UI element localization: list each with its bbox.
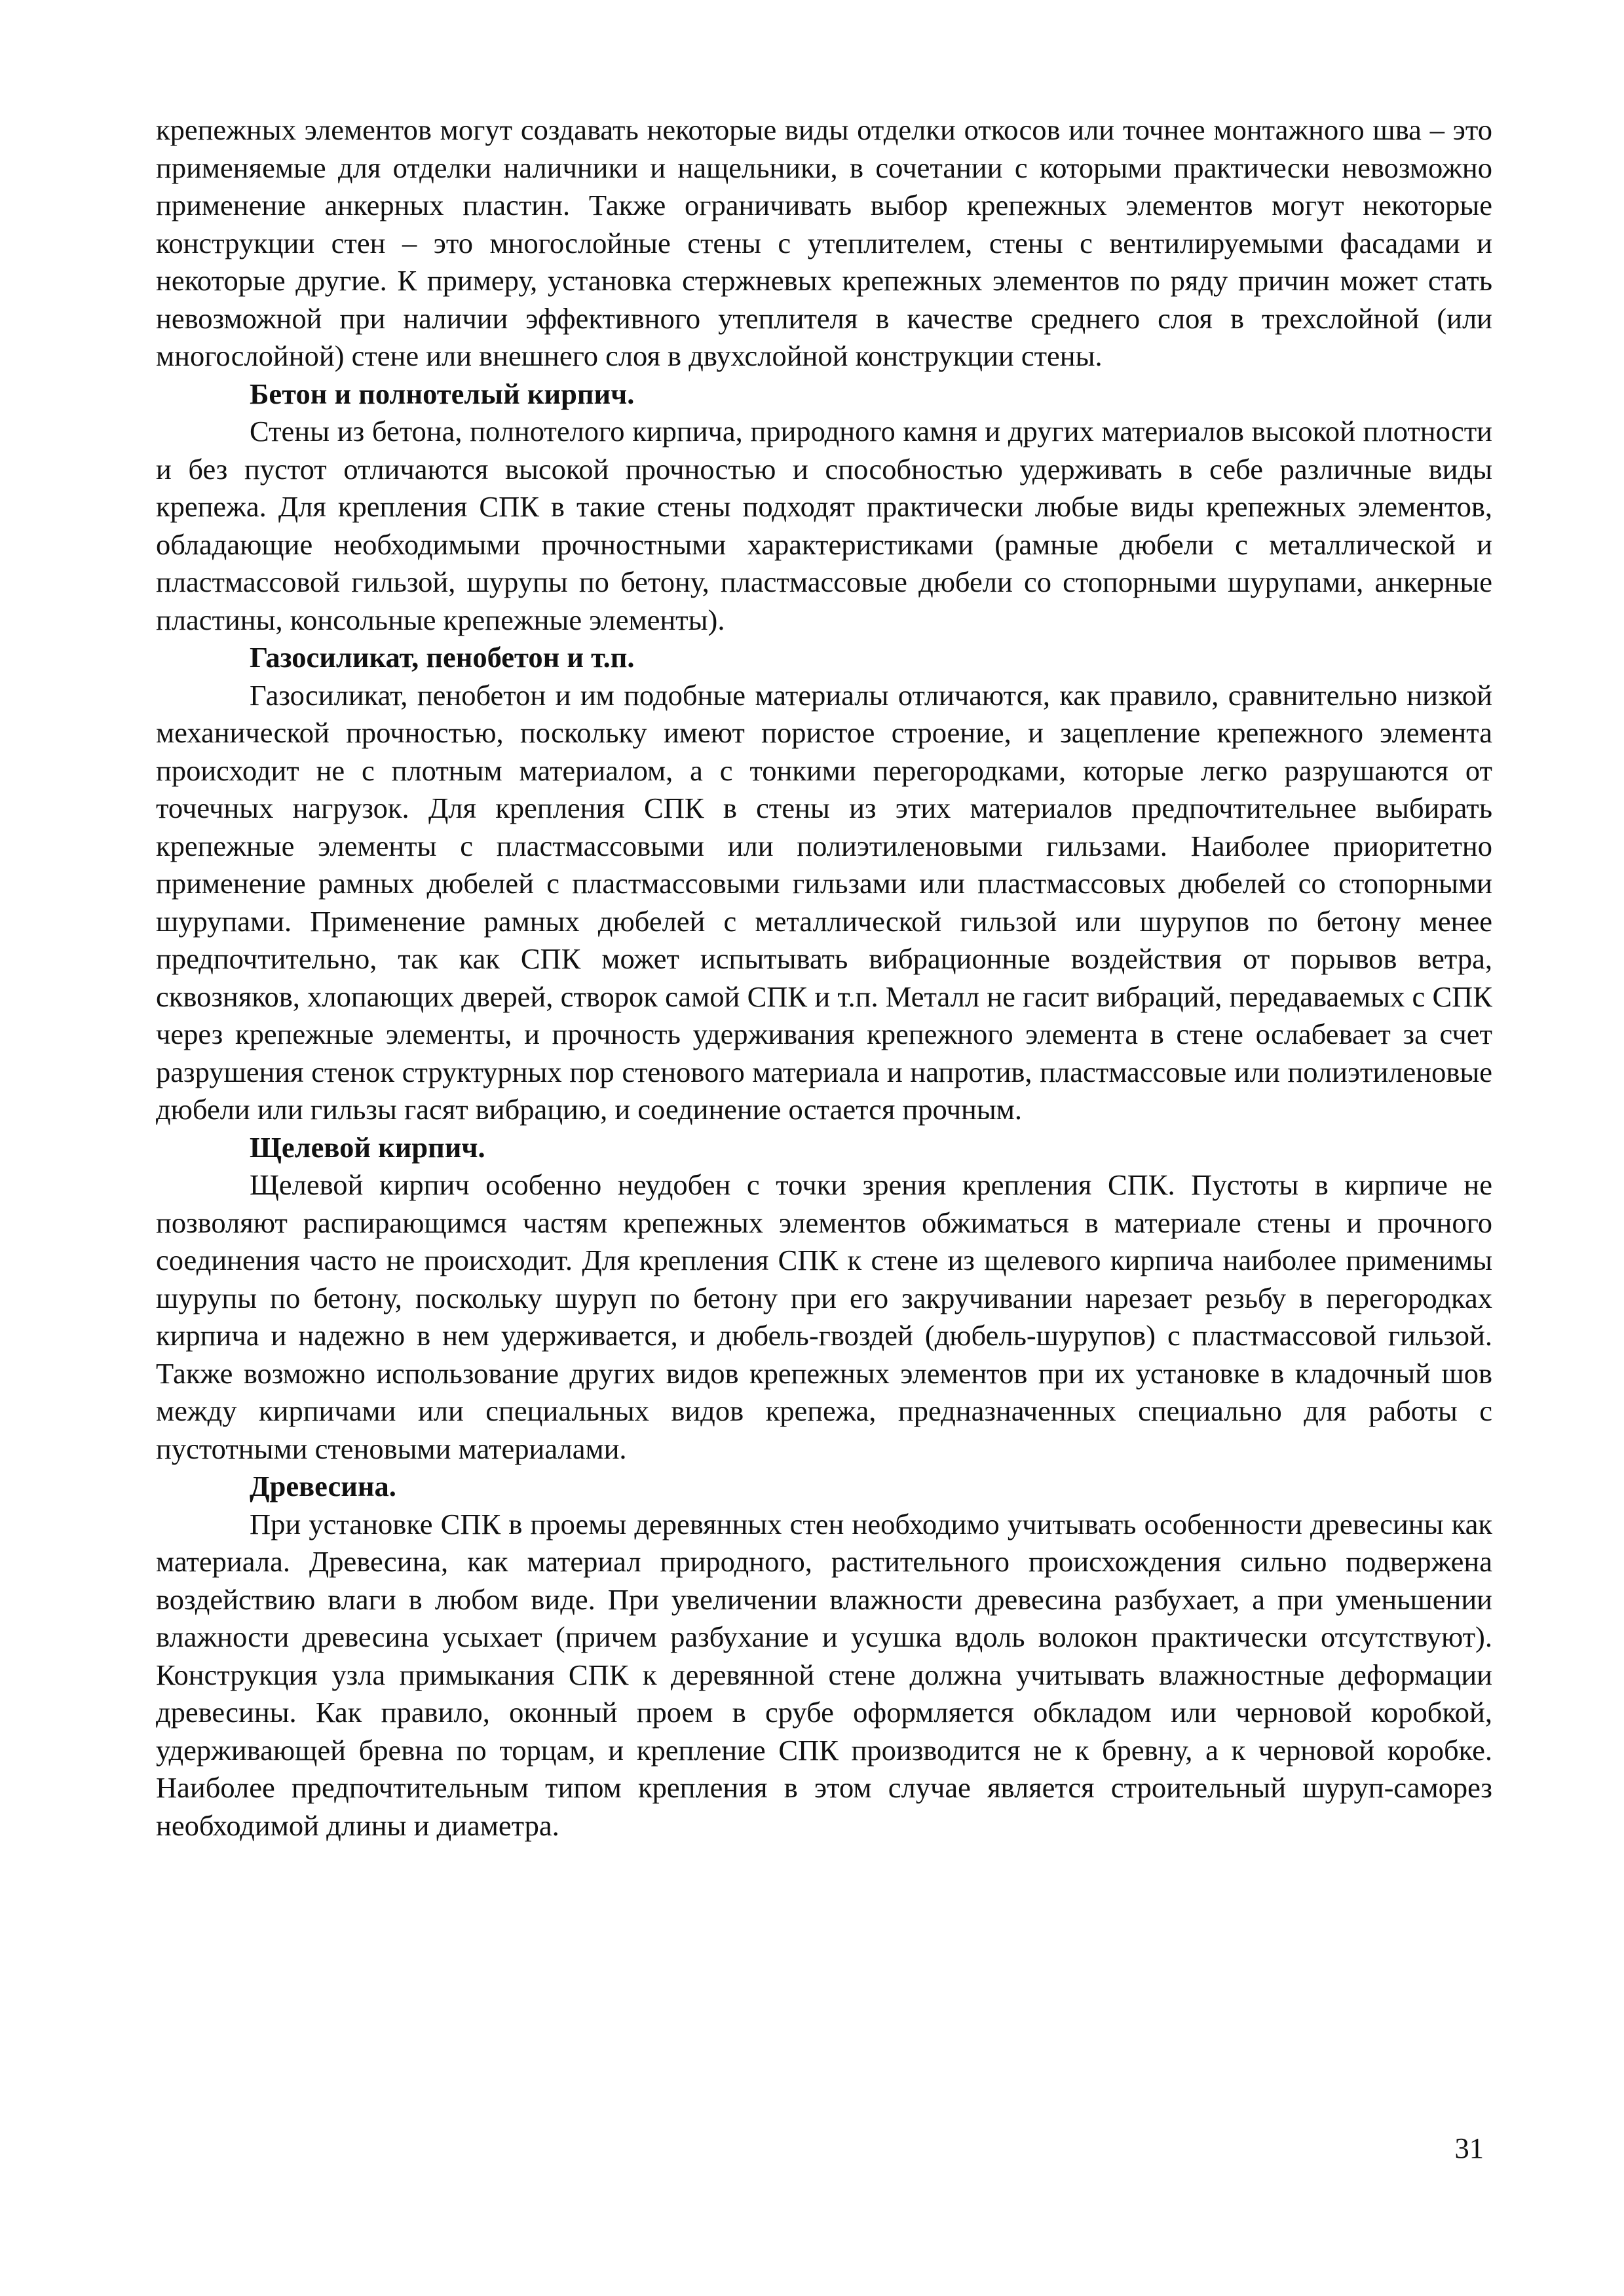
section-text-slotted-brick: Щелевой кирпич особенно неудобен с точки зрения крепления СПК. Пустоты в кирпиче не позволяют распирающимся частям крепежных элементов обжиматься в материале стены и прочного соединения часто не происходит. Для крепления СПК к стене из щелевого кирпича наиболее применимы шурупы по бетону, поскольку шуруп по бетону при его закручивании нарезает резьбу в перегородках кирпича и надежно в нем удерживается, и дюбель-гвоздей (дюбель-шурупов) с пластмассовой гильзой. Также возможно использование других видов крепежных элементов при их установке в кладочный шов между кирпичами или специальных видов крепежа, предназначенных специально для работы с пустотными стеновыми материалами. [156,1168,1492,1465]
section-text-wood: При установке СПК в проемы деревянных стен необходимо учитывать особенности древесины как материала. Древесина, как материал природного, растительного происхождения сильно подвержена воздействию влаги в любом виде. При увеличении влажности древесина разбухает, а при уменьшении влажности древесина усыхает (причем разбухание и усушка вдоль волокон практически отсутствуют). Конструкция узла примыкания СПК к деревянной стене должна учитывать влажностные деформации древесины. Как правило, оконный проем в срубе оформляется обкладом или черновой коробкой, удерживающей бревна по торцам, и крепление СПК производится не к бревну, а к черновой коробке. Наиболее предпочтительным типом крепления в этом случае является строительный шуруп-саморез необходимой длины и диаметра. [156,1507,1492,1842]
section-text-aerated-concrete: Газосиликат, пенобетон и им подобные материалы отличаются, как правило, сравнительно низкой механической прочностью, поскольку имеют пористое строение, и зацепление крепежного элемента происходит не с плотным материалом, а с тонкими перегородками, которые легко разрушаются от точечных нагрузок. Для крепления СПК в стены из этих материалов предпочтительнее выбирать крепежные элементы с пластмассовыми или полиэтиленовыми гильзами. Наиболее приоритетно применение рамных дюбелей с пластмассовыми гильзами или пластмассовых дюбелей со стопорными шурупами. Применение рамных дюбелей с металлической гильзой или шурупов по бетону менее предпочтительно, так как СПК может испытывать вибрационные воздействия от порывов ветра, сквозняков, хлопающих дверей, створок самой СПК и т.п. Металл не гасит вибраций, передаваемых с СПК через крепежные элементы, и прочность удерживания крепежного элемента в стене ослабевает за счет разрушения стенок структурных пор стенового материала и напротив, пластмассовые или полиэтиленовые дюбели или гильзы гасят вибрацию, и соединение остается прочным. [156,678,1492,1126]
intro-paragraph: крепежных элементов могут создавать некоторые виды отделки откосов или точнее монтажного шва – это применяемые для отделки наличники и нащельники, в сочетании с которыми практически невозможно применение анкерных пластин. Также ограничивать выбор крепежных элементов могут некоторые конструкции стен – это многослойные стены с утеплителем, стены с вентилируемыми фасадами и некоторые другие. К примеру, установка стержневых крепежных элементов по ряду причин может стать невозможной при наличии эффективного утеплителя в качестве среднего слоя в трехслойной (или многослойной) стене или внешнего слоя в двухслойной конструкции стены. [156,113,1492,372]
section-heading-aerated-concrete: Газосиликат, пенобетон и т.п. [250,641,635,674]
document-page [156,111,1492,1845]
section-text-concrete: Стены из бетона, полнотелого кирпича, природного камня и других материалов высокой плотности и без пустот отличаются высокой прочностью и способностью удерживать в себе различные виды крепежа. Для крепления СПК в такие стены подходят практически любые виды крепежных элементов, обладающие необходимыми прочностными характеристиками (рамные дюбели с металлической и пластмассовой гильзой, шурупы по бетону, пластмассовые дюбели со стопорными шурупами, анкерные пластины, консольные крепежные элементы). [156,415,1492,636]
section-heading-concrete: Бетон и полнотелый кирпич. [250,377,635,410]
section-heading-wood: Древесина. [250,1470,396,1502]
page-number: 31 [1454,2132,1484,2164]
section-heading-slotted-brick: Щелевой кирпич. [250,1130,485,1164]
